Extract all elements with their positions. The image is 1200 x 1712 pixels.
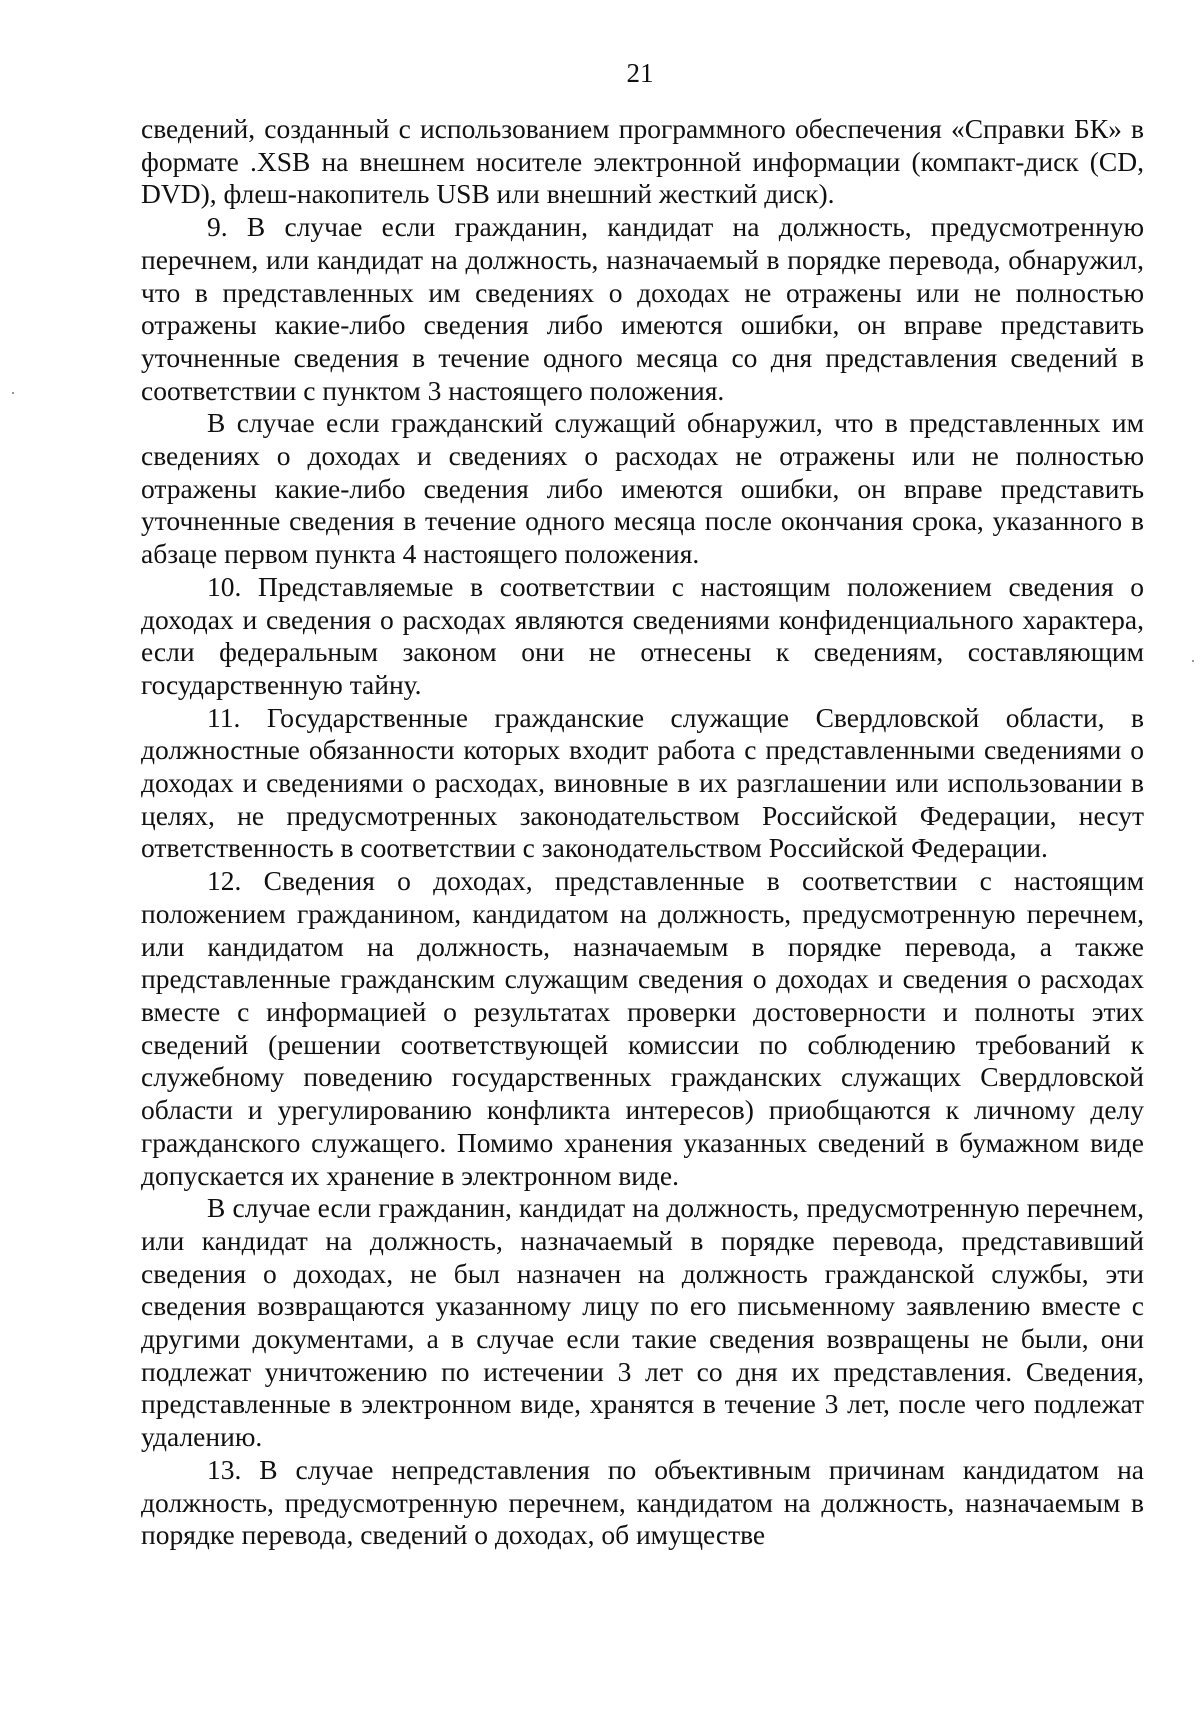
- scan-speck: [1192, 660, 1194, 662]
- paragraph-item-11: 11. Государственные гражданские служащие Свердловской области, в должностные обязанности которых входит работа с представленными сведениями о доходах и сведениями о расходах, виновные в их разглашении или использовании в целях, не предусмотренных законодательством Российской Федерации, несут ответственность в соответствии с законодательством Российской Федерации.: [141, 701, 1144, 864]
- paragraph-item-13: 13. В случае непредставления по объективным причинам кандидатом на должность, предусмотренную перечнем, кандидатом на должность, назначаемым в порядке перевода, сведений о доходах, об имуществе: [141, 1453, 1144, 1551]
- document-body: [141, 113, 1144, 1552]
- paragraph-item-9-second: В случае если гражданский служащий обнаружил, что в представленных им сведениях о доходах и сведениях о расходах не отражены или не полностью отражены какие-либо сведения либо имеются ошибки, он вправе представить уточненные сведения в течение одного месяца после окончания срока, указанного в абзаце первом пункта 4 настоящего положения.: [141, 407, 1144, 570]
- page-number: 21: [626, 58, 654, 88]
- paragraph-item-9: 9. В случае если гражданин, кандидат на должность, предусмотренную перечнем, или кандидат на должность, назначаемый в порядке перевода, обнаружил, что в представленных им сведениях о доходах не отражены или не полностью отражены какие-либо сведения либо имеются ошибки, он вправе представить уточненные сведения в течение одного месяца со дня представления сведений в соответствии с пунктом 3 настоящего положения.: [141, 211, 1144, 406]
- scan-speck: [12, 392, 14, 394]
- paragraph-continuation: сведений, созданный с использованием программного обеспечения «Справки БК» в формате .XSB на внешнем носителе электронной информации (компакт-диск (CD, DVD), флеш-накопитель USB или внешний жесткий диск).: [141, 113, 1144, 210]
- paragraph-item-12-second: В случае если гражданин, кандидат на должность, предусмотренную перечнем, или кандидат на должность, назначаемый в порядке перевода, представивший сведения о доходах, не был назначен на должность гражданской службы, эти сведения возвращаются указанному лицу по его письменному заявлению вместе с другими документами, а в случае если такие сведения возвращены не были, они подлежат уничтожению по истечении 3 лет со дня их представления. Сведения, представленные в электронном виде, хранятся в течение 3 лет, после чего подлежат удалению.: [141, 1192, 1144, 1453]
- paragraph-item-12: 12. Сведения о доходах, представленные в соответствии с настоящим положением гражданином, кандидатом на должность, предусмотренную перечнем, или кандидатом на должность, назначаемым в порядке перевода, а также представленные гражданским служащим сведения о доходах и сведения о расходах вместе с информацией о результатах проверки достоверности и полноты этих сведений (решении соответствующей комиссии по соблюдению требований к служебному поведению государственных гражданских служащих Свердловской области и урегулированию конфликта интересов) приобщаются к личному делу гражданского служащего. Помимо хранения указанных сведений в бумажном виде допускается их хранение в электронном виде.: [141, 865, 1144, 1191]
- paragraph-item-10: 10. Представляемые в соответствии с настоящим положением сведения о доходах и сведения о расходах являются сведениями конфиденциального характера, если федеральным законом они не отнесены к сведениям, составляющим государственную тайну.: [141, 570, 1144, 700]
